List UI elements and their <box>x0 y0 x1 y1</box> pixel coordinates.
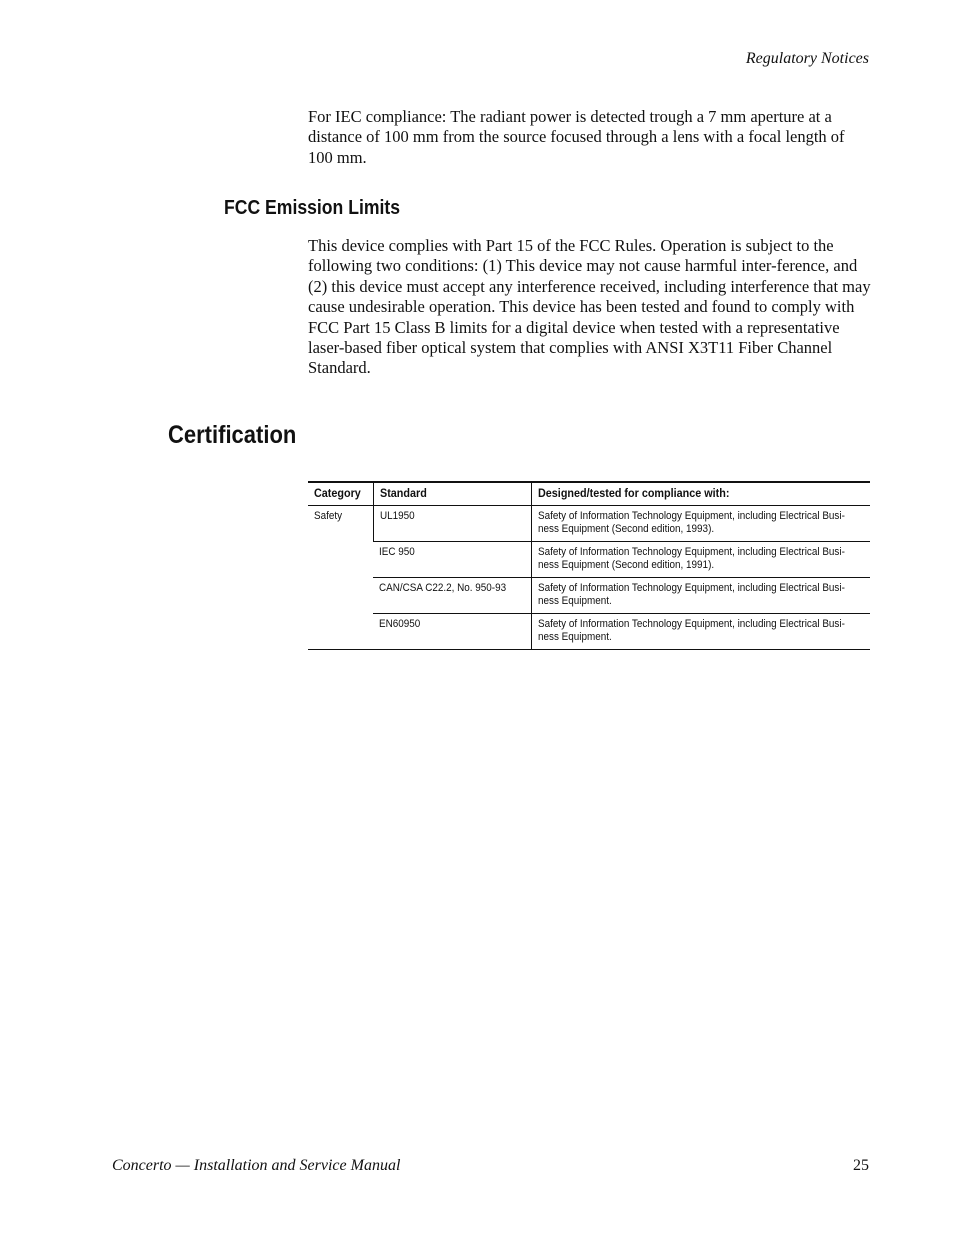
certification-heading: Certification <box>168 421 297 449</box>
certification-table <box>308 481 870 650</box>
footer-manual-title: Concerto — Installation and Service Manual <box>112 1157 401 1174</box>
column-header-compliance: Designed/tested for compliance with: <box>531 482 870 506</box>
column-header-category: Category <box>308 482 373 506</box>
iec-compliance-paragraph: For IEC compliance: The radiant power is detected trough a 7 mm aperture at a distance of 100 mm from the source focused through a lens with a focal length of 100 mm. <box>308 107 845 167</box>
standard-cell: UL1950 <box>373 506 531 542</box>
table-row <box>308 506 870 542</box>
table-row <box>308 542 870 578</box>
category-cell: Safety <box>308 506 373 650</box>
column-header-standard: Standard <box>373 482 531 506</box>
compliance-cell: Safety of Information Technology Equipment, including Electrical Busi-ness Equipment. <box>531 578 870 614</box>
fcc-paragraph: This device complies with Part 15 of the FCC Rules. Operation is subject to the following two conditions: (1) This device may not cause harmful inter-ference, and (2) this device must accept any interference received, including interference that may cause undesirable operation. This device has been tested and found to comply with FCC Part 15 Class B limits for a digital device when tested with a representative laser-based fiber optical system that complies with ANSI X3T11 Fiber Channel Standard. <box>308 236 871 378</box>
compliance-cell: Safety of Information Technology Equipment, including Electrical Busi-ness Equipment. <box>531 614 870 650</box>
standard-cell: EN60950 <box>373 614 531 650</box>
standard-cell: IEC 950 <box>373 542 531 578</box>
compliance-cell: Safety of Information Technology Equipment, including Electrical Busi-ness Equipment (Second edition, 1993). <box>531 506 870 542</box>
table-header-row <box>308 482 870 506</box>
table-row <box>308 578 870 614</box>
running-header: Regulatory Notices <box>745 50 869 67</box>
fcc-emission-limits-heading: FCC Emission Limits <box>224 197 401 219</box>
compliance-cell: Safety of Information Technology Equipment, including Electrical Busi-ness Equipment (Second edition, 1991). <box>531 542 870 578</box>
page-number: 25 <box>853 1157 869 1174</box>
standard-cell: CAN/CSA C22.2, No. 950-93 <box>373 578 531 614</box>
table-row <box>308 614 870 650</box>
